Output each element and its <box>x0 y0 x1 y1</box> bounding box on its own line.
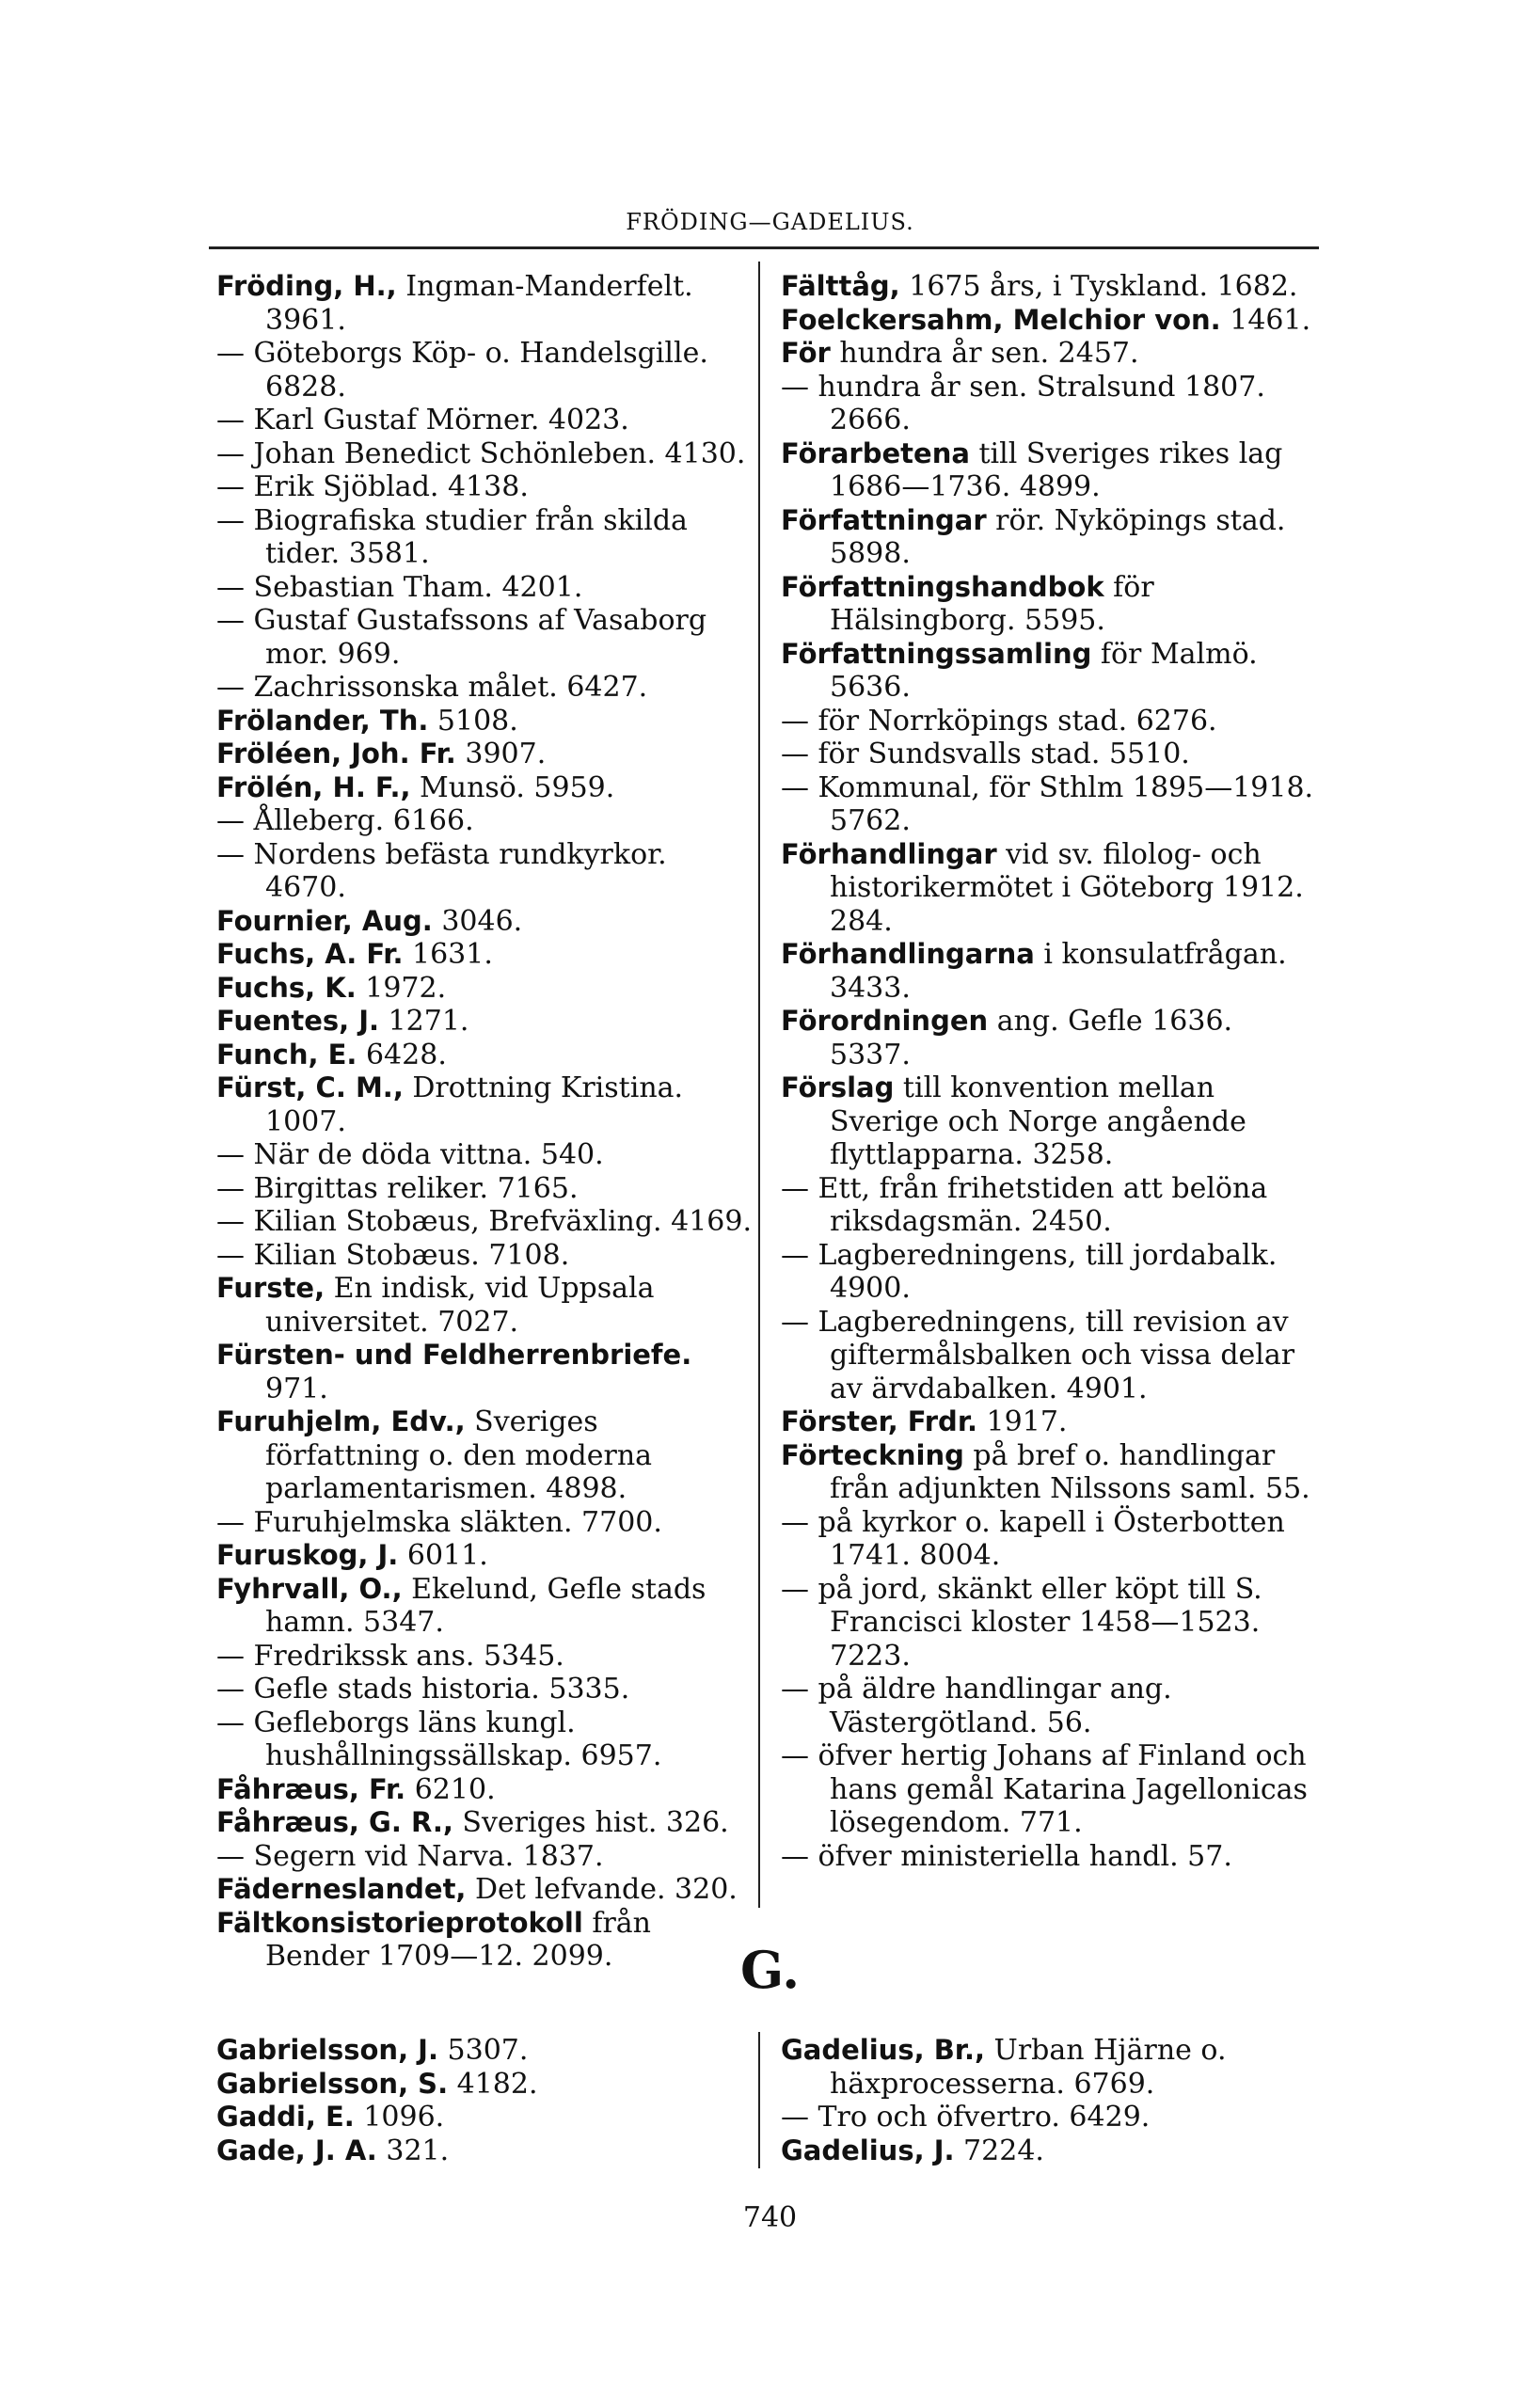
entry-heading: Fåhræus, Fr. <box>216 1772 406 1805</box>
entry-heading: Fröléen, Joh. Fr. <box>216 738 456 770</box>
entry-heading: Gade, J. A. <box>216 2134 377 2166</box>
index-entry <box>781 705 1317 738</box>
entry-text: från Bender 1709—12. 2099. <box>265 1906 651 1973</box>
entry-text: 971. <box>265 1372 328 1405</box>
g-left-column <box>216 2034 753 2167</box>
index-entry <box>781 638 1317 705</box>
entry-text: till Sveriges rikes lag 1686—1736. 4899. <box>830 436 1283 503</box>
entry-text: Gefle stads historia. 5335. <box>253 1673 630 1706</box>
index-entry <box>216 437 753 471</box>
entry-heading: Fuchs, K. <box>216 971 357 1004</box>
entry-heading: Fältkonsistorieprotokoll <box>216 1906 583 1939</box>
entry-text: Johan Benedict Schönleben. 4130. <box>253 436 746 470</box>
entry-text: på bref o. handlingar från adjunkten Nilssons saml. 55. <box>830 1438 1310 1505</box>
entry-text: 321. <box>376 2134 450 2167</box>
index-entry <box>781 771 1317 838</box>
entry-heading: Fuchs, A. Fr. <box>216 938 404 970</box>
entry-text: När de döda vittna. 540. <box>253 1138 604 1171</box>
entry-text: 3907. <box>455 738 547 770</box>
entry-heading: Fürst, C. M., <box>216 1071 404 1103</box>
column-divider <box>758 262 760 1908</box>
entry-text: till konvention mellan Sverige och Norge angående flyttlapparna. 3258. <box>830 1071 1246 1171</box>
index-entry <box>781 1306 1317 1406</box>
index-entry <box>216 604 753 671</box>
entry-text: hundra år sen. 2457. <box>830 337 1139 370</box>
entry-text: 6428. <box>357 1038 447 1071</box>
entry-heading: Fälttåg, <box>781 270 900 302</box>
entry-text: Urban Hjärne o. häxprocesserna. 6769. <box>830 2034 1227 2101</box>
index-entry <box>216 1539 753 1573</box>
entry-heading: Frölén, H. F., <box>216 770 411 803</box>
index-entry <box>781 1239 1317 1306</box>
entry-text: Sebastian Tham. 4201. <box>253 570 583 604</box>
index-entry <box>216 1205 753 1239</box>
entry-text: för Sundsvalls stad. 5510. <box>818 738 1190 770</box>
entry-text: Göteborgs Köp- o. Handelsgille. 6828. <box>253 337 708 404</box>
index-entry <box>781 1739 1317 1840</box>
entry-heading: Foelckersahm, Melchior von. <box>781 303 1221 336</box>
entry-text: Sveriges hist. 326. <box>452 1806 729 1839</box>
index-entry <box>781 2134 1317 2168</box>
entry-text: Det lefvande. 320. <box>466 1873 738 1906</box>
entry-text: 1972. <box>356 971 447 1005</box>
index-entry <box>781 1439 1317 1506</box>
index-entry <box>781 270 1317 304</box>
index-entry <box>216 1706 753 1773</box>
entry-text: för Hälsingborg. 5595. <box>830 570 1154 637</box>
index-entry <box>216 2034 753 2068</box>
left-column <box>216 270 753 1974</box>
entry-heading: Furuhjelm, Edv., <box>216 1405 466 1437</box>
index-entry <box>216 1806 753 1840</box>
entry-heading: Förhandlingar <box>781 837 997 870</box>
index-entry <box>216 1640 753 1674</box>
index-entry <box>781 1573 1317 1674</box>
entry-heading: Fäderneslandet, <box>216 1873 467 1905</box>
index-entry <box>216 938 753 972</box>
entry-text: 1675 års, i Tyskland. 1682. <box>899 270 1298 303</box>
page-number: 740 <box>742 2201 798 2234</box>
index-entry <box>216 1506 753 1540</box>
entry-text: Kilian Stobæus. 7108. <box>253 1238 570 1272</box>
index-entry <box>216 470 753 504</box>
entry-heading: Fournier, Aug. <box>216 904 433 937</box>
entry-text: Fredrikssk ans. 5345. <box>253 1639 564 1673</box>
entry-heading: Förarbetena <box>781 436 970 469</box>
section-letter: G. <box>740 1940 800 2000</box>
index-entry <box>216 1272 753 1339</box>
entry-text: Birgittas reliker. 7165. <box>253 1171 579 1205</box>
entry-text: 1096. <box>354 2101 445 2134</box>
index-entry <box>216 771 753 805</box>
entry-text: Kilian Stobæus, Brefväxling. 4169. <box>253 1205 753 1238</box>
entry-heading: Furuskog, J. <box>216 1539 399 1571</box>
index-entry <box>781 738 1317 771</box>
index-entry <box>216 2068 753 2102</box>
entry-heading: Författningssamling <box>781 637 1092 670</box>
entry-text: Lagberedningens, till revision av giftermålsbalken och vissa delar av ärvdabalken. 4901. <box>818 1305 1295 1405</box>
index-entry <box>781 1405 1317 1439</box>
entry-text: Nordens befästa rundkyrkor. 4670. <box>253 837 667 904</box>
index-entry <box>781 504 1317 571</box>
entry-heading: Fyhrvall, O., <box>216 1572 403 1605</box>
index-entry <box>216 1673 753 1706</box>
g-right-column <box>781 2034 1317 2167</box>
entry-text: 1271. <box>379 1005 469 1038</box>
entry-text: ang. Gefle 1636. 5337. <box>830 1005 1233 1071</box>
entry-text: Gefleborgs läns kungl. hushållningssällskap. 6957. <box>253 1706 662 1772</box>
index-entry <box>216 1773 753 1807</box>
index-entry <box>216 270 753 337</box>
index-entry <box>216 905 753 939</box>
index-entry <box>781 2034 1317 2101</box>
index-entry <box>216 838 753 905</box>
entry-heading: Förteckning <box>781 1438 964 1471</box>
entry-text: öfver ministeriella handl. 57. <box>818 1839 1232 1873</box>
entry-heading: Fåhræus, G. R., <box>216 1806 453 1838</box>
entry-heading: Fröding, H., <box>216 270 397 302</box>
entry-text: vid sv. filolog- och historikermötet i Göteborg 1912. 284. <box>830 837 1304 938</box>
index-entry <box>216 1005 753 1039</box>
running-head: FRÖDING—GADELIUS. <box>626 209 914 235</box>
index-entry <box>216 1573 753 1640</box>
index-entry <box>216 1071 753 1138</box>
index-entry <box>216 1840 753 1874</box>
entry-text: Biografiska studier från skilda tider. 3581. <box>253 503 688 570</box>
index-entry <box>216 504 753 571</box>
header-rule <box>209 246 1319 249</box>
index-entry <box>216 1873 753 1907</box>
entry-heading: Förslag <box>781 1071 895 1103</box>
entry-heading: Gadelius, Br., <box>781 2034 986 2066</box>
entry-text: rör. Nyköpings stad. 5898. <box>830 503 1286 570</box>
index-entry <box>216 337 753 404</box>
entry-text: Segern vid Narva. 1837. <box>253 1839 604 1873</box>
index-entry <box>216 404 753 437</box>
index-entry <box>781 1840 1317 1874</box>
entry-text: Lagberedningens, till jordabalk. 4900. <box>818 1238 1278 1305</box>
entry-text: En indisk, vid Uppsala universitet. 7027. <box>265 1272 655 1339</box>
entry-text: hundra år sen. Stralsund 1807. 2666. <box>818 370 1265 436</box>
index-entry <box>781 304 1317 338</box>
entry-text: 7224. <box>954 2134 1044 2167</box>
index-entry <box>781 1071 1317 1172</box>
entry-text: på äldre handlingar ang. Västergötland. 56. <box>818 1673 1172 1739</box>
entry-heading: Frölander, Th. <box>216 704 429 737</box>
index-entry <box>781 938 1317 1005</box>
entry-text: 3046. <box>432 904 523 938</box>
index-entry <box>216 1039 753 1072</box>
entry-text: Ekelund, Gefle stads hamn. 5347. <box>265 1572 706 1639</box>
entry-heading: Författningshandbok <box>781 570 1104 603</box>
entry-text: Karl Gustaf Mörner. 4023. <box>253 404 629 436</box>
entry-text: 6210. <box>405 1772 496 1806</box>
entry-text: 1461. <box>1220 303 1311 337</box>
index-entry <box>781 571 1317 638</box>
index-entry <box>216 738 753 771</box>
entry-text: Gustaf Gustafssons af Vasaborg mor. 969. <box>253 604 707 671</box>
entry-text: på jord, skänkt eller köpt till S. Francisci kloster 1458—1523. 7223. <box>818 1572 1262 1673</box>
entry-text: Ålleberg. 6166. <box>253 804 474 837</box>
entry-text: Zachrissonska målet. 6427. <box>253 671 648 704</box>
index-entry <box>216 1339 753 1405</box>
entry-text: för Malmö. 5636. <box>830 637 1258 704</box>
index-entry <box>781 371 1317 437</box>
column-divider-g <box>758 2032 760 2168</box>
entry-text: 1917. <box>977 1405 1068 1438</box>
index-entry <box>781 838 1317 939</box>
entry-heading: Funch, E. <box>216 1038 357 1071</box>
entry-heading: För <box>781 337 831 369</box>
entry-heading: Förster, Frdr. <box>781 1405 978 1437</box>
entry-text: Ett, från frihetstiden att belöna riksdagsmän. 2450. <box>818 1171 1268 1238</box>
entry-heading: Gabrielsson, J. <box>216 2034 438 2066</box>
index-entry <box>781 1005 1317 1071</box>
index-entry <box>781 437 1317 504</box>
index-entry <box>216 2101 753 2134</box>
index-entry <box>216 671 753 705</box>
entry-text: Furuhjelmska släkten. 7700. <box>253 1505 662 1539</box>
index-entry <box>216 1138 753 1172</box>
entry-heading: Förordningen <box>781 1005 989 1037</box>
index-entry <box>216 1239 753 1273</box>
entry-text: Tro och öfvertro. 6429. <box>818 2101 1151 2134</box>
entry-heading: Författningar <box>781 503 987 536</box>
index-entry <box>216 804 753 838</box>
entry-text: 1631. <box>403 938 493 971</box>
entry-text: 6011. <box>398 1539 488 1572</box>
entry-text: för Norrköpings stad. 6276. <box>818 704 1217 738</box>
right-column <box>781 270 1317 1873</box>
entry-text: öfver hertig Johans af Finland och hans gemål Katarina Jagellonicas lösegendom. 771. <box>818 1739 1308 1839</box>
entry-heading: Gadelius, J. <box>781 2134 955 2166</box>
entry-text: 5108. <box>428 704 518 738</box>
entry-heading: Fürsten- und Feldherrenbriefe. <box>216 1339 692 1371</box>
entry-text: Sveriges författning o. den moderna parlamentarismen. 4898. <box>265 1405 653 1505</box>
entry-heading: Furste, <box>216 1272 325 1304</box>
index-entry <box>781 1172 1317 1239</box>
entry-text: 5307. <box>438 2034 529 2067</box>
index-entry <box>781 1673 1317 1739</box>
entry-text: 4182. <box>448 2067 538 2101</box>
entry-text: Ingman-Manderfelt. 3961. <box>265 270 693 337</box>
entry-heading: Förhandlingarna <box>781 938 1035 970</box>
index-entry <box>216 571 753 605</box>
index-entry <box>781 2101 1317 2134</box>
index-entry <box>216 705 753 738</box>
entry-text: på kyrkor o. kapell i Österbotten 1741. 8004. <box>818 1505 1285 1572</box>
entry-text: i konsulatfrågan. 3433. <box>830 938 1287 1005</box>
entry-text: Drottning Kristina. 1007. <box>265 1071 684 1138</box>
index-entry <box>781 337 1317 371</box>
index-entry <box>216 972 753 1006</box>
entry-text: Kommunal, för Sthlm 1895—1918. 5762. <box>818 770 1314 837</box>
index-entry <box>216 1405 753 1506</box>
entry-heading: Gabrielsson, S. <box>216 2067 449 2100</box>
entry-text: Munsö. 5959. <box>410 770 615 804</box>
entry-heading: Gaddi, E. <box>216 2101 355 2133</box>
entry-text: Erik Sjöblad. 4138. <box>253 470 529 503</box>
index-entry <box>216 2134 753 2168</box>
entry-heading: Fuentes, J. <box>216 1005 380 1037</box>
index-entry <box>781 1506 1317 1573</box>
index-entry <box>216 1172 753 1206</box>
